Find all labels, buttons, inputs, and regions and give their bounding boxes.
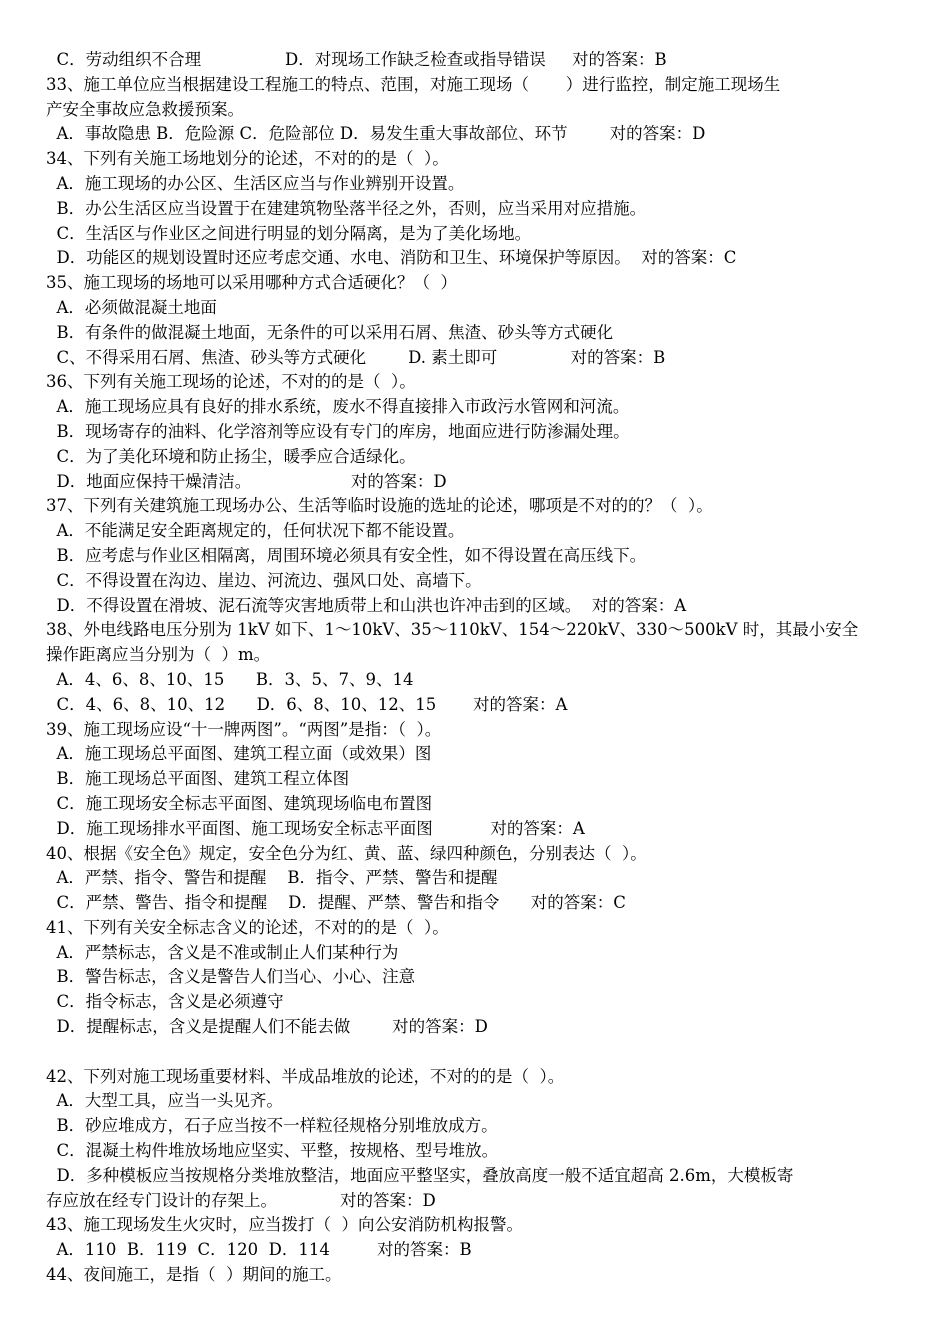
text-line: 42、下列对施工现场重要材料、半成品堆放的论述，不对的的是（ ）。 xyxy=(46,1066,565,1086)
text-line: C．指令标志，含义是必须遵守 xyxy=(46,992,284,1012)
text-line: 操作距离应当分别为（ ）m。 xyxy=(46,645,271,665)
text-line: 39、施工现场应设“十一牌两图”。“两图”是指：（ ）。 xyxy=(46,719,442,739)
text-line: A．严禁标志，含义是不准或制止人们某种行为 xyxy=(46,942,399,962)
text-line: B．砂应堆成方，石子应当按不一样粒径规格分别堆放成方。 xyxy=(46,1116,498,1136)
text-line: C．不得设置在沟边、崖边、河流边、强风口处、高墙下。 xyxy=(46,570,482,590)
text-line: A．必须做混凝土地面 xyxy=(46,297,217,317)
text-line: A．施工现场应具有良好的排水系统，废水不得直接排入市政污水管网和河流。 xyxy=(46,397,630,417)
text-line: D．地面应保持干燥清洁。 对的答案：D xyxy=(46,471,447,491)
text-line: 38、外电线路电压分别为 1kV 如下、1～10kV、35～110kV、154～220kV、330～500kV 时，其最小安全 xyxy=(46,620,859,640)
text-line: 37、下列有关建筑施工现场办公、生活等临时设施的选址的论述，哪项是不对的的？（ ）。 xyxy=(46,496,713,516)
text-line: A．大型工具，应当一头见齐。 xyxy=(46,1091,283,1111)
text-line: A．110 B．119 C．120 D．114 对的答案：B xyxy=(46,1240,472,1260)
text-line: A．4、6、8、10、15 B．3、5、7、9、14 xyxy=(46,669,414,689)
text-line: 产安全事故应急救援预案。 xyxy=(46,99,244,119)
text-line: C．严禁、警告、指令和提醒 D．提醒、严禁、警告和指令 对的答案：C xyxy=(46,893,626,913)
text-line: 43、施工现场发生火灾时，应当拨打（ ）向公安消防机构报警。 xyxy=(46,1215,523,1235)
text-line: 41、下列有关安全标志含义的论述，不对的的是（ ）。 xyxy=(46,917,449,937)
blank-line xyxy=(46,1040,926,1065)
text-line: B．警告标志，含义是警告人们当心、小心、注意 xyxy=(46,967,416,987)
text-line: 33、施工单位应当根据建设工程施工的特点、范围，对施工现场（ ）进行监控，制定施工现场生 xyxy=(46,74,781,94)
text-line: C．劳动组织不合理 D．对现场工作缺乏检查或指导错误 对的答案：B xyxy=(46,50,667,69)
text-line: 36、下列有关施工现场的论述，不对的的是（ ）。 xyxy=(46,372,416,392)
document-page xyxy=(46,48,926,1288)
text-line: B．有条件的做混凝土地面，无条件的可以采用石屑、焦渣、砂头等方式硬化 xyxy=(46,322,614,342)
text-line: D．功能区的规划设置时还应考虑交通、水电、消防和卫生、环境保护等原因。 对的答案：C xyxy=(46,248,737,268)
text-line: B．现场寄存的油料、化学溶剂等应设有专门的库房，地面应进行防渗漏处理。 xyxy=(46,421,630,441)
text-line: C．4、6、8、10、12 D．6、8、10、12、15 对的答案：A xyxy=(46,694,568,714)
text-line: C．生活区与作业区之间进行明显的划分隔离，是为了美化场地。 xyxy=(46,223,532,243)
text-line: B．施工现场总平面图、建筑工程立体图 xyxy=(46,769,350,789)
text-line: B．办公生活区应当设置于在建建筑物坠落半径之外，否则，应当采用对应措施。 xyxy=(46,198,647,218)
text-line: A．事故隐患 B．危险源 C．危险部位 D．易发生重大事故部位、环节 对的答案：D xyxy=(46,124,706,144)
text-line: A．施工现场总平面图、建筑工程立面（或效果）图 xyxy=(46,744,432,764)
text-line: C．为了美化环境和防止扬尘，暖季应合适绿化。 xyxy=(46,446,416,466)
text-line: D．不得设置在滑坡、泥石流等灾害地质带上和山洪也许冲击到的区域。 对的答案：A xyxy=(46,595,687,615)
text-line: C、不得采用石屑、焦渣、砂头等方式硬化 D. 素土即可 对的答案：B xyxy=(46,347,666,367)
text-line: A．严禁、指令、警告和提醒 B．指令、严禁、警告和提醒 xyxy=(46,868,498,888)
text-line: C．施工现场安全标志平面图、建筑现场临电布置图 xyxy=(46,793,433,813)
text-line: A．不能满足安全距离规定的，任何状况下都不能设置。 xyxy=(46,521,465,541)
text-line: 存应放在经专门设计的存架上。 对的答案：D xyxy=(46,1190,436,1210)
text-line: 35、施工现场的场地可以采用哪种方式合适硬化？（ ） xyxy=(46,273,457,293)
text-line: A．施工现场的办公区、生活区应当与作业辨别开设置。 xyxy=(46,173,465,193)
text-line: C．混凝土构件堆放场地应坚实、平整，按规格、型号堆放。 xyxy=(46,1141,499,1161)
text-line: D．提醒标志，含义是提醒人们不能去做 对的答案：D xyxy=(46,1017,488,1037)
text-line: D．多种模板应当按规格分类堆放整洁，地面应平整坚实，叠放高度一般不适宜超高 2.6m，大模板寄 xyxy=(46,1165,794,1185)
text-line: D．施工现场排水平面图、施工现场安全标志平面图 对的答案：A xyxy=(46,818,585,838)
text-line: B．应考虑与作业区相隔离，周围环境必须具有安全性，如不得设置在高压线下。 xyxy=(46,545,647,565)
text-line: 34、下列有关施工场地划分的论述，不对的的是（ ）。 xyxy=(46,149,449,169)
text-line: 40、根据《安全色》规定，安全色分为红、黄、蓝、绿四种颜色，分别表达（ ）。 xyxy=(46,843,647,863)
text-line: 44、夜间施工，是指（ ）期间的施工。 xyxy=(46,1265,342,1285)
